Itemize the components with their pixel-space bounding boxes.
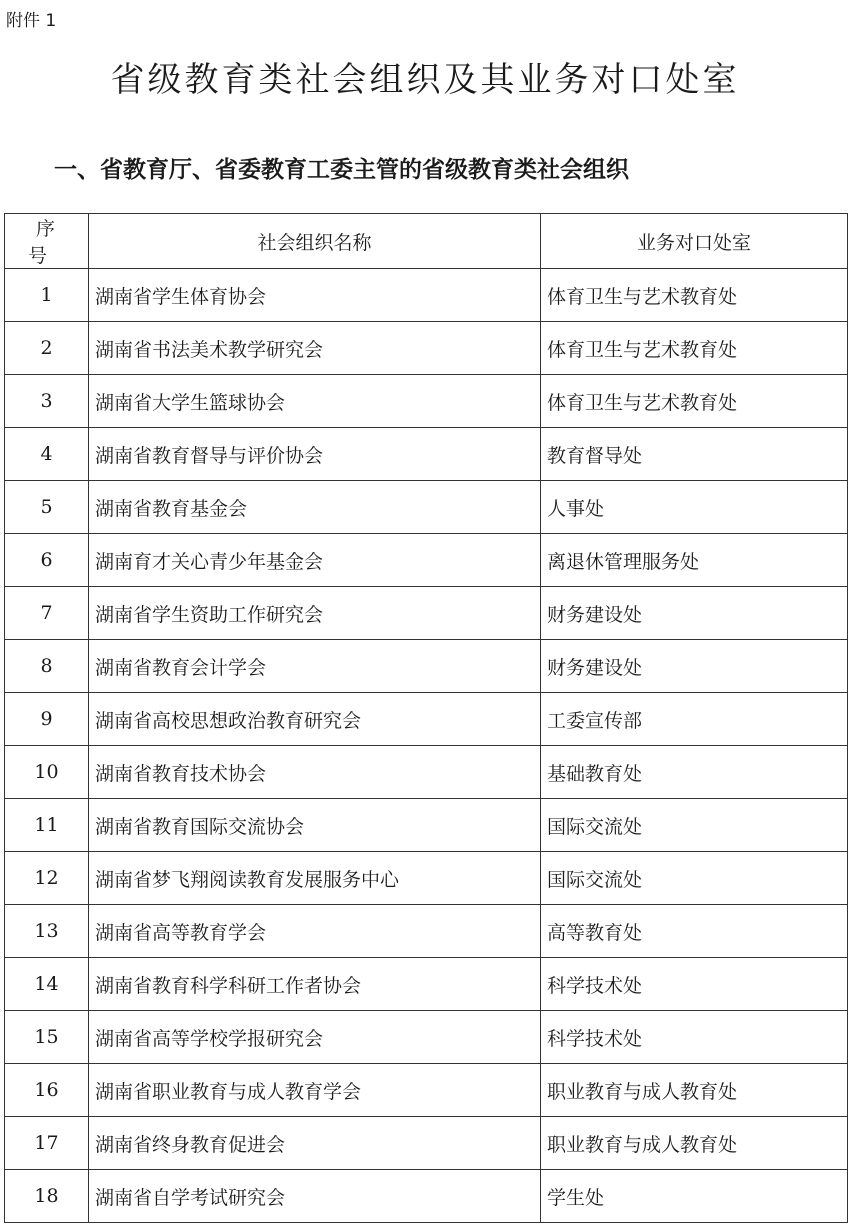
header-sequence-number bbox=[5, 214, 89, 269]
row-number-cell: 5 bbox=[5, 481, 89, 534]
organization-name-cell: 湖南省书法美术教学研究会 bbox=[89, 322, 541, 375]
row-number-cell: 3 bbox=[5, 375, 89, 428]
header-counterpart-department: 业务对口处室 bbox=[541, 214, 848, 269]
organization-name-cell: 湖南省学生资助工作研究会 bbox=[89, 587, 541, 640]
row-number-cell: 13 bbox=[5, 905, 89, 958]
row-number-cell: 15 bbox=[5, 1011, 89, 1064]
department-cell: 科学技术处 bbox=[541, 1011, 848, 1064]
row-number-cell: 17 bbox=[5, 1117, 89, 1170]
table-body bbox=[5, 269, 848, 1223]
department-cell: 职业教育与成人教育处 bbox=[541, 1117, 848, 1170]
attachment-label: 附件 1 bbox=[6, 11, 57, 31]
table-row bbox=[5, 1064, 848, 1117]
department-cell: 离退休管理服务处 bbox=[541, 534, 848, 587]
row-number-cell: 11 bbox=[5, 799, 89, 852]
organization-name-cell: 湖南省高等学校学报研究会 bbox=[89, 1011, 541, 1064]
table-row bbox=[5, 693, 848, 746]
table-row bbox=[5, 534, 848, 587]
department-cell: 财务建设处 bbox=[541, 640, 848, 693]
department-cell: 职业教育与成人教育处 bbox=[541, 1064, 848, 1117]
table-row bbox=[5, 481, 848, 534]
row-number-cell: 9 bbox=[5, 693, 89, 746]
table-row bbox=[5, 375, 848, 428]
department-cell: 体育卫生与艺术教育处 bbox=[541, 269, 848, 322]
row-number-cell: 4 bbox=[5, 428, 89, 481]
row-number-cell: 16 bbox=[5, 1064, 89, 1117]
section-heading: 一、省教育厅、省委教育工委主管的省级教育类社会组织 bbox=[54, 157, 629, 183]
organization-name-cell: 湖南省职业教育与成人教育学会 bbox=[89, 1064, 541, 1117]
organization-name-cell: 湖南省教育督导与评价协会 bbox=[89, 428, 541, 481]
department-cell: 科学技术处 bbox=[541, 958, 848, 1011]
department-cell: 体育卫生与艺术教育处 bbox=[541, 322, 848, 375]
organization-name-cell: 湖南省高等教育学会 bbox=[89, 905, 541, 958]
department-cell: 高等教育处 bbox=[541, 905, 848, 958]
organization-table bbox=[4, 213, 848, 1223]
table-row bbox=[5, 587, 848, 640]
header-organization-name: 社会组织名称 bbox=[89, 214, 541, 269]
table-row bbox=[5, 905, 848, 958]
department-cell: 人事处 bbox=[541, 481, 848, 534]
department-cell: 工委宣传部 bbox=[541, 693, 848, 746]
organization-name-cell: 湖南省自学考试研究会 bbox=[89, 1170, 541, 1223]
organization-name-cell: 湖南省教育科学科研工作者协会 bbox=[89, 958, 541, 1011]
organization-name-cell: 湖南省教育基金会 bbox=[89, 481, 541, 534]
table-row bbox=[5, 799, 848, 852]
table-header-row bbox=[5, 214, 848, 269]
row-number-cell: 10 bbox=[5, 746, 89, 799]
organization-name-cell: 湖南省大学生篮球协会 bbox=[89, 375, 541, 428]
row-number-cell: 7 bbox=[5, 587, 89, 640]
organization-name-cell: 湖南省梦飞翔阅读教育发展服务中心 bbox=[89, 852, 541, 905]
department-cell: 基础教育处 bbox=[541, 746, 848, 799]
organization-name-cell: 湖南省终身教育促进会 bbox=[89, 1117, 541, 1170]
row-number-cell: 18 bbox=[5, 1170, 89, 1223]
organization-name-cell: 湖南省学生体育协会 bbox=[89, 269, 541, 322]
organization-name-cell: 湖南省教育国际交流协会 bbox=[89, 799, 541, 852]
row-number-cell: 14 bbox=[5, 958, 89, 1011]
row-number-cell: 12 bbox=[5, 852, 89, 905]
table-row bbox=[5, 1117, 848, 1170]
organization-name-cell: 湖南育才关心青少年基金会 bbox=[89, 534, 541, 587]
department-cell: 国际交流处 bbox=[541, 852, 848, 905]
row-number-cell: 6 bbox=[5, 534, 89, 587]
table-row bbox=[5, 322, 848, 375]
row-number-cell: 2 bbox=[5, 322, 89, 375]
department-cell: 国际交流处 bbox=[541, 799, 848, 852]
department-cell: 财务建设处 bbox=[541, 587, 848, 640]
department-cell: 教育督导处 bbox=[541, 428, 848, 481]
table-row bbox=[5, 958, 848, 1011]
table-row bbox=[5, 746, 848, 799]
organization-name-cell: 湖南省高校思想政治教育研究会 bbox=[89, 693, 541, 746]
organization-name-cell: 湖南省教育技术协会 bbox=[89, 746, 541, 799]
row-number-cell: 1 bbox=[5, 269, 89, 322]
table-row bbox=[5, 1170, 848, 1223]
table-row bbox=[5, 269, 848, 322]
table-row bbox=[5, 428, 848, 481]
document-title: 省级教育类社会组织及其业务对口处室 bbox=[110, 60, 740, 100]
table-row bbox=[5, 852, 848, 905]
department-cell: 体育卫生与艺术教育处 bbox=[541, 375, 848, 428]
organization-name-cell: 湖南省教育会计学会 bbox=[89, 640, 541, 693]
table-row bbox=[5, 1011, 848, 1064]
row-number-cell: 8 bbox=[5, 640, 89, 693]
department-cell: 学生处 bbox=[541, 1170, 848, 1223]
table-row bbox=[5, 640, 848, 693]
header-sequence-label: 序 号 bbox=[27, 218, 73, 267]
